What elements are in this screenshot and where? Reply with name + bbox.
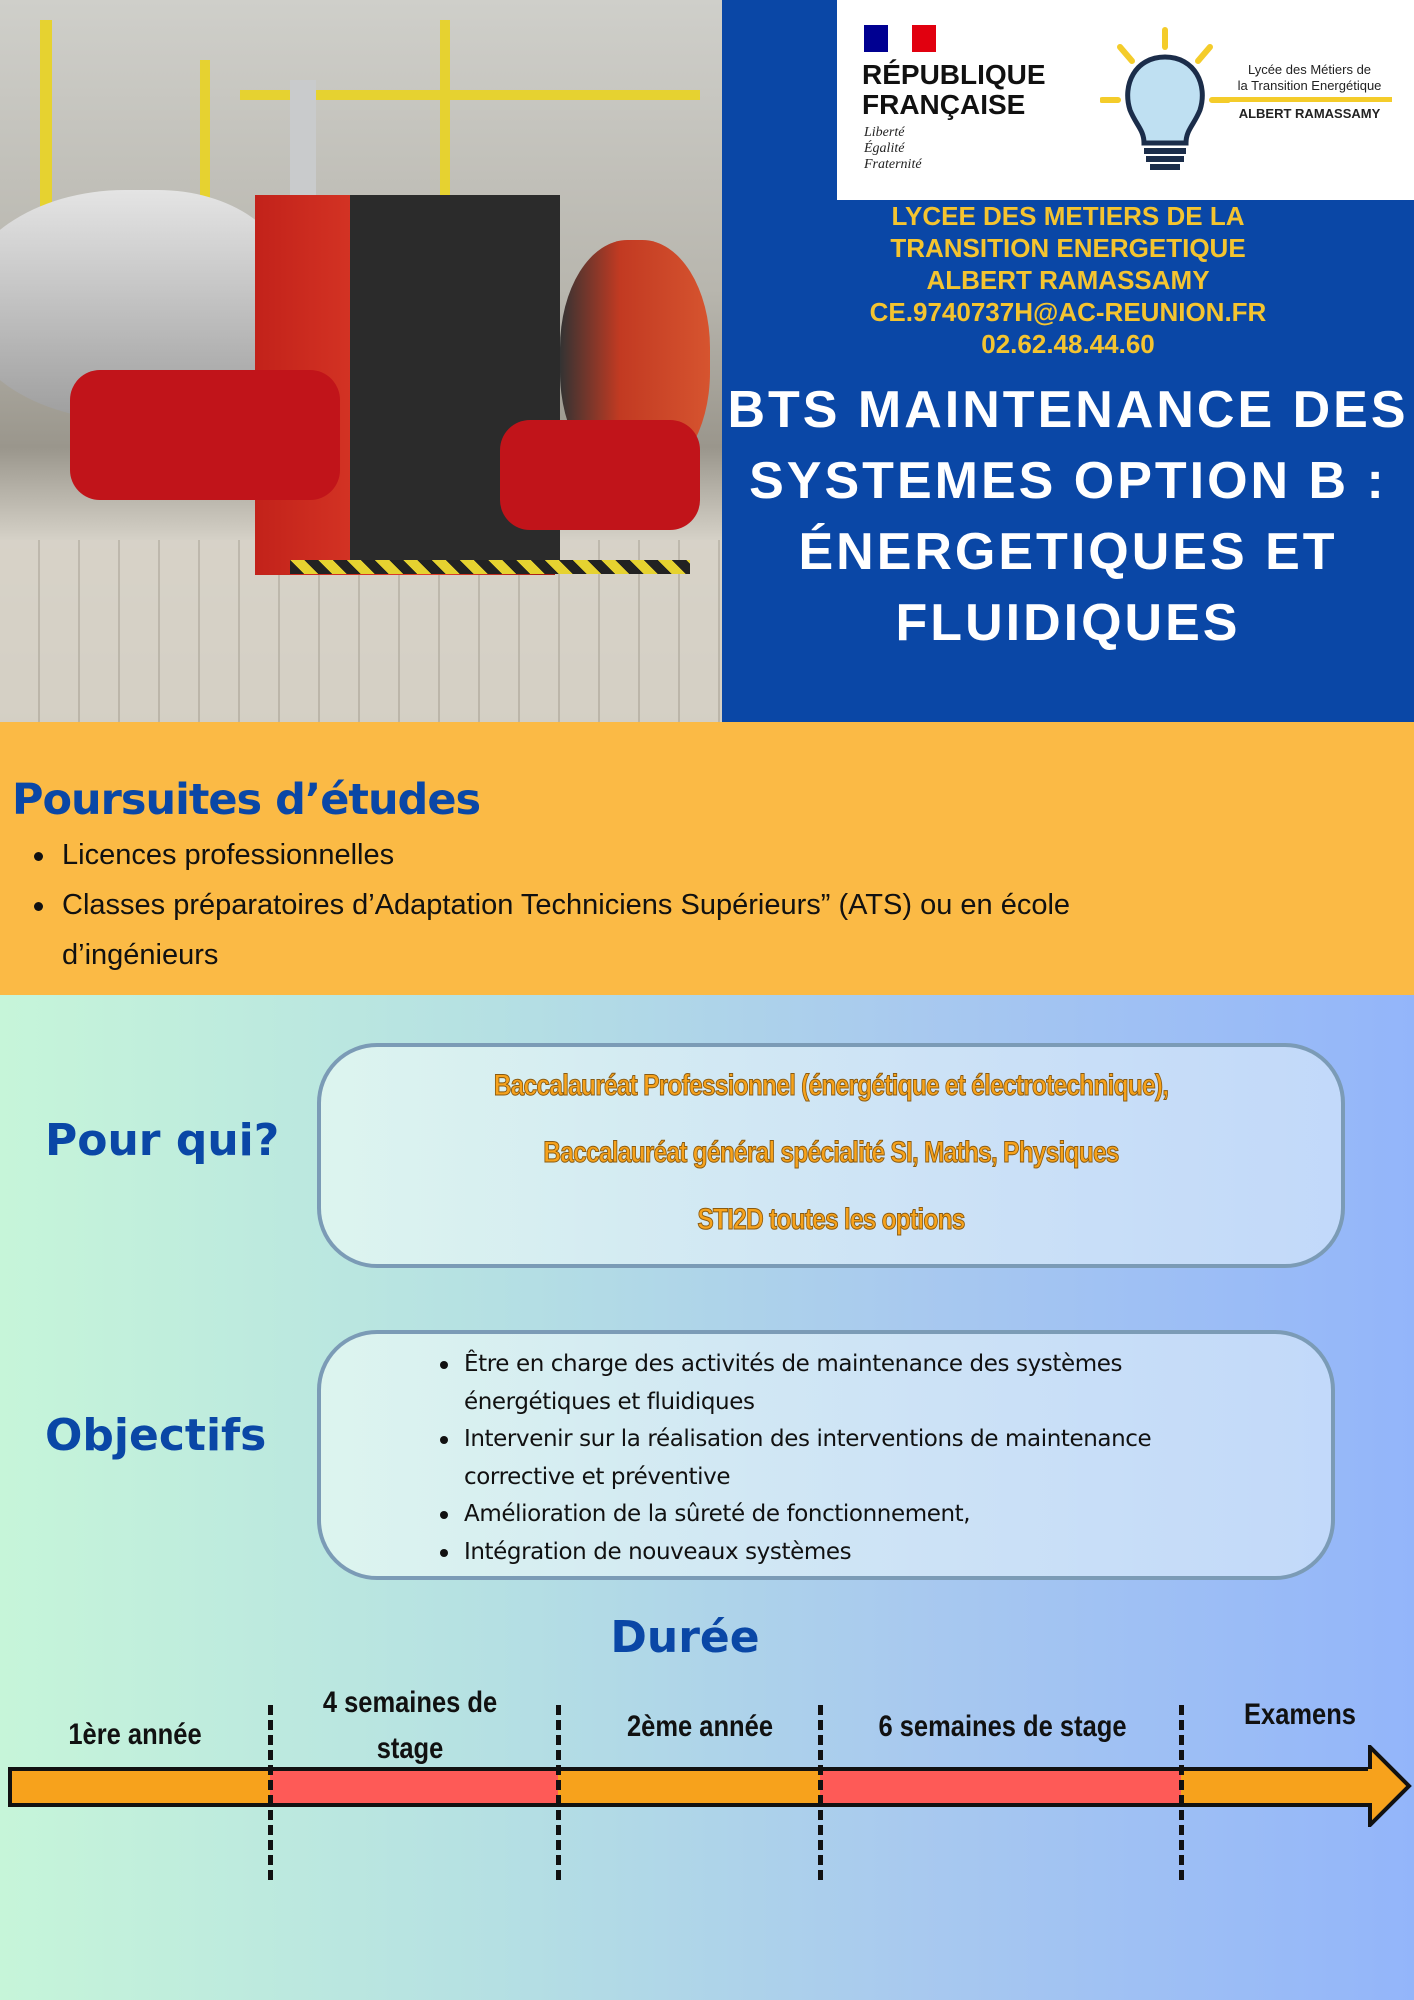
contact-email: CE.9740737H@AC-REUNION.FR (869, 297, 1267, 327)
contact-phone: 02.62.48.44.60 (981, 329, 1155, 359)
timeline-divider (556, 1705, 561, 1880)
logo-line: la Transition Energétique (1237, 78, 1382, 93)
prerequisite-line: Baccalauréat Professionnel (énergétique et électrotechnique), (493, 1069, 1169, 1102)
rf-line: FRANÇAISE (862, 89, 1026, 120)
timeline-label: 6 semaines de stage (878, 1710, 1127, 1743)
timeline-year1 (8, 1767, 270, 1807)
boiler-room-photo (0, 0, 722, 722)
timeline-stage1 (270, 1767, 558, 1807)
prerequisite-line: STI2D toutes les options (697, 1203, 965, 1236)
pour-qui-box (317, 1043, 1345, 1268)
timeline-label: Examens (1244, 1698, 1356, 1731)
title-line: SYSTEMES OPTION B : (749, 452, 1387, 510)
list-item: Licences professionnelles (30, 830, 1210, 880)
list-item: Être en charge des activités de maintenance des systèmes énergétiques et fluidiques (438, 1346, 1258, 1421)
poursuites-heading: Poursuites d’études (12, 775, 481, 825)
timeline-label: 4 semaines de stage (322, 1686, 498, 1765)
timeline-divider (818, 1705, 823, 1880)
objectifs-box (317, 1330, 1335, 1580)
contact-line: ALBERT RAMASSAMY (926, 265, 1210, 295)
pour-qui-heading: Pour qui? (45, 1115, 280, 1166)
prerequisite-line: Baccalauréat général spécialité SI, Maths, Physiques (543, 1136, 1119, 1169)
timeline-label: 1ère année (68, 1718, 202, 1751)
poursuites-list (30, 830, 1210, 980)
title-line: ÉNERGETIQUES ET (798, 523, 1338, 581)
french-flag-icon (864, 25, 936, 52)
lightbulb-logo-icon (1100, 25, 1230, 175)
logo-line: Lycée des Métiers de (1247, 62, 1372, 77)
list-item: Intégration de nouveaux systèmes (438, 1534, 1258, 1572)
objectifs-list (438, 1346, 1258, 1571)
contact-line: LYCEE DES METIERS DE LA (891, 201, 1245, 231)
school-contact (722, 200, 1414, 360)
school-logo-text (1227, 62, 1392, 122)
logo-school-name: ALBERT RAMASSAMY (1238, 106, 1381, 121)
timeline-arrowhead-icon (1368, 1745, 1412, 1827)
timeline-exams (1181, 1767, 1373, 1807)
page-title (722, 375, 1414, 659)
logo-divider (1227, 97, 1392, 102)
timeline-divider (268, 1705, 273, 1880)
devise-line: Égalité (864, 141, 905, 156)
timeline-stage2 (820, 1767, 1181, 1807)
timeline-label: 2ème année (626, 1710, 774, 1743)
devise (864, 125, 922, 173)
contact-line: TRANSITION ENERGETIQUE (890, 233, 1246, 263)
objectifs-heading: Objectifs (45, 1410, 267, 1461)
list-item: Intervenir sur la réalisation des interventions de maintenance corrective et préventive (438, 1421, 1258, 1496)
list-item: Classes préparatoires d’Adaptation Techniciens Supérieurs” (ATS) ou en école d’ingénieurs (30, 880, 1210, 980)
republique-francaise-logo (862, 60, 1046, 120)
devise-line: Fraternité (864, 157, 922, 172)
list-item: Amélioration de la sûreté de fonctionnement, (438, 1496, 1258, 1534)
title-line: FLUIDIQUES (895, 594, 1241, 652)
timeline-divider (1179, 1705, 1184, 1880)
devise-line: Liberté (864, 125, 905, 140)
duree-heading: Durée (610, 1612, 760, 1663)
timeline-year2 (558, 1767, 820, 1807)
title-line: BTS MAINTENANCE DES (727, 381, 1409, 439)
rf-line: RÉPUBLIQUE (862, 59, 1046, 90)
